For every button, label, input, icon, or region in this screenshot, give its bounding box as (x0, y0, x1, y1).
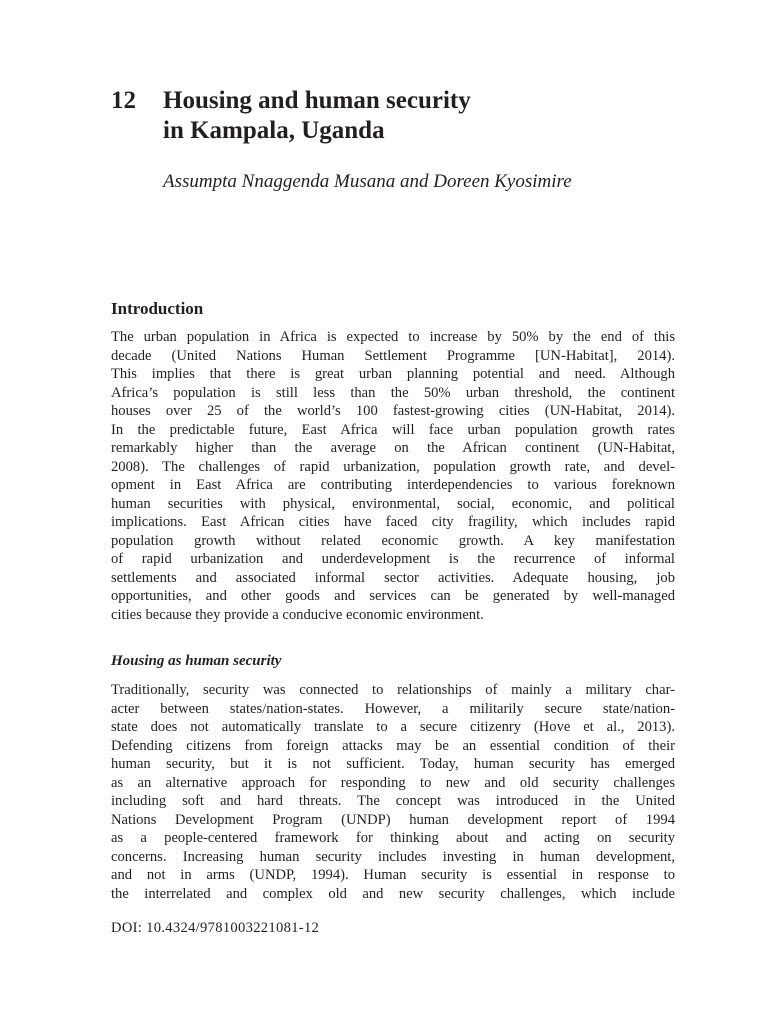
text-line: as an alternative approach for responding to new and old security challenges (111, 774, 675, 791)
text-line: population growth without related economic growth. A key manifestation (111, 532, 675, 549)
text-line: decade (United Nations Human Settlement Programme [UN-Habitat], 2014). (111, 347, 675, 364)
text-line: acter between states/nation-states. However, a militarily secure state/nation- (111, 700, 675, 717)
text-line: In the predictable future, East Africa will face urban population growth rates (111, 421, 675, 438)
introduction-paragraph (111, 328, 675, 624)
chapter-authors: Assumpta Nnaggenda Musana and Doreen Kyosimire (163, 171, 572, 192)
text-line: the interrelated and complex old and new security challenges, which include (111, 885, 675, 902)
text-line: human security, but it is not sufficient. Today, human security has emerged (111, 756, 675, 772)
text-line: of rapid urbanization and underdevelopment is the recurrence of informal (111, 551, 675, 567)
introduction-heading: Introduction (111, 299, 204, 318)
text-line: including soft and hard threats. The concept was introduced in the United (111, 793, 675, 809)
text-line: concerns. Increasing human security includes investing in human development, (111, 848, 675, 865)
text-line: opportunities, and other goods and services can be generated by well-managed (111, 588, 675, 604)
text-line: The urban population in Africa is expected to increase by 50% by the end of this (111, 329, 675, 345)
text-line: 2008). The challenges of rapid urbanization, population growth rate, and devel- (111, 458, 675, 475)
housing-section-heading: Housing as human security (111, 653, 282, 669)
text-line: settlements and associated informal sector activities. Adequate housing, job (111, 569, 675, 586)
text-line: houses over 25 of the world’s 100 fastest-growing cities (UN-Habitat, 2014). (111, 403, 675, 419)
chapter-title-line: in Kampala, Uganda (163, 117, 385, 144)
chapter-title (163, 86, 683, 146)
housing-section-paragraph (111, 681, 675, 903)
text-line: cities because they provide a conducive economic environment. (111, 606, 484, 623)
text-line: Africa’s population is still less than the 50% urban threshold, the continent (111, 384, 675, 401)
text-line: state does not automatically translate to a secure citizenry (Hove et al., 2013). (111, 719, 675, 735)
text-line: as a people-centered framework for thinking about and acting on security (111, 830, 675, 846)
text-line: Nations Development Program (UNDP) human development report of 1994 (111, 811, 675, 828)
text-line: and not in arms (UNDP, 1994). Human security is essential in response to (111, 867, 675, 883)
text-line: implications. East African cities have faced city fragility, which includes rapid (111, 514, 675, 530)
text-line: Defending citizens from foreign attacks may be an essential condition of their (111, 737, 675, 754)
text-line: human securities with physical, environmental, social, economic, and political (111, 495, 675, 512)
doi-footer: DOI: 10.4324/9781003221081-12 (111, 920, 320, 936)
chapter-title-line: Housing and human security (163, 87, 471, 114)
chapter-number: 12 (111, 87, 136, 114)
text-line: opment in East Africa are contributing interdependencies to various foreknown (111, 477, 675, 493)
text-line: Traditionally, security was connected to relationships of mainly a military char- (111, 682, 675, 698)
text-line: remarkably higher than the average on the African continent (UN-Habitat, (111, 440, 675, 456)
text-line: This implies that there is great urban planning potential and need. Although (111, 366, 675, 382)
